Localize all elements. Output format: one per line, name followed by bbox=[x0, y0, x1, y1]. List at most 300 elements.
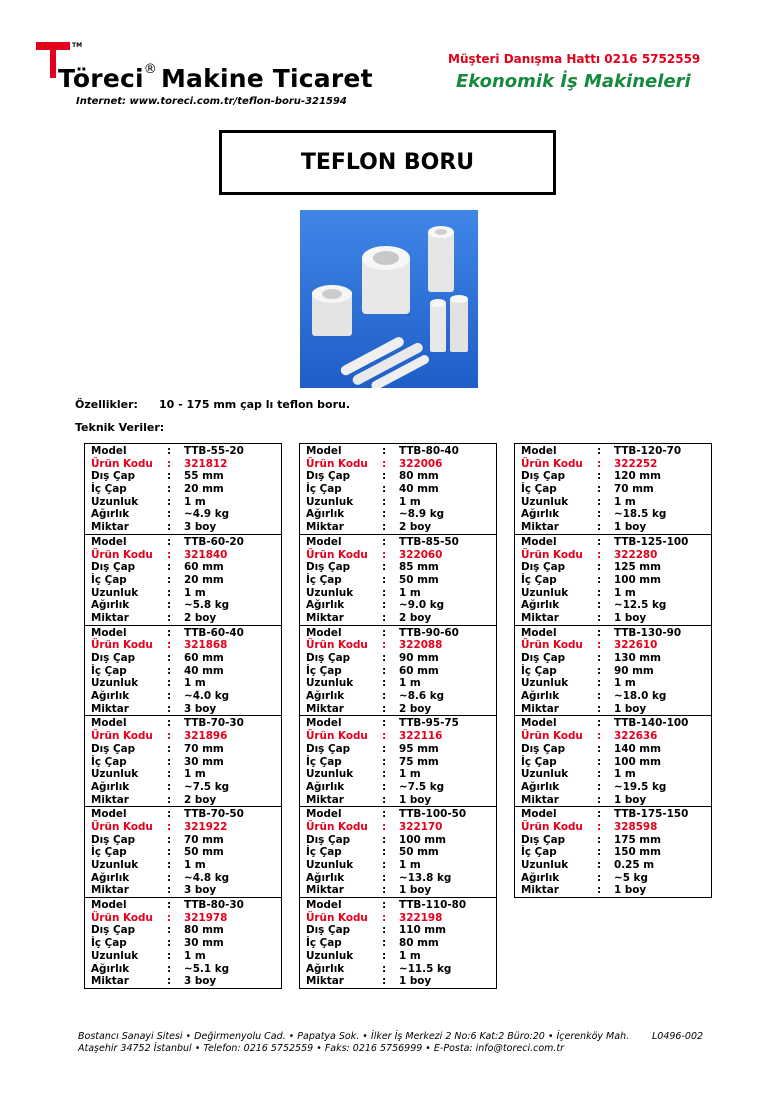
spec-label: Ağırlık bbox=[306, 962, 345, 975]
spec-value: 3 boy bbox=[184, 884, 217, 897]
spec-row-length bbox=[300, 587, 496, 600]
spec-block bbox=[515, 716, 711, 807]
spec-label: Ağırlık bbox=[91, 690, 130, 703]
spec-separator: : bbox=[382, 742, 387, 755]
spec-row-model bbox=[300, 627, 496, 640]
spec-label: Miktar bbox=[521, 793, 559, 806]
spec-row-model bbox=[85, 627, 281, 640]
spec-label: Dış Çap bbox=[91, 652, 136, 664]
spec-separator: : bbox=[167, 457, 172, 470]
spec-value: 321840 bbox=[184, 548, 228, 561]
spec-separator: : bbox=[167, 573, 172, 586]
spec-separator: : bbox=[167, 884, 172, 897]
spec-label: Model bbox=[521, 535, 557, 548]
spec-label: Model bbox=[306, 899, 342, 912]
spec-separator: : bbox=[167, 793, 172, 806]
spec-separator: : bbox=[167, 690, 172, 703]
spec-label: Ağırlık bbox=[91, 599, 130, 612]
spec-value: 70 mm bbox=[184, 742, 224, 755]
spec-row-weight bbox=[515, 599, 711, 612]
spec-block bbox=[300, 626, 496, 717]
spec-separator: : bbox=[167, 702, 172, 715]
spec-label: Model bbox=[521, 445, 557, 457]
spec-value: ~8.6 kg bbox=[399, 690, 445, 703]
spec-label: Uzunluk bbox=[306, 859, 354, 871]
spec-row-qty bbox=[300, 521, 496, 534]
spec-separator: : bbox=[382, 483, 387, 496]
spec-value: 1 m bbox=[184, 586, 206, 599]
spec-label: Dış Çap bbox=[521, 561, 566, 574]
spec-value: ~13.8 kg bbox=[399, 871, 452, 884]
spec-label: Uzunluk bbox=[306, 495, 354, 508]
spec-row-length bbox=[300, 950, 496, 963]
spec-row-code bbox=[515, 458, 711, 471]
spec-block bbox=[300, 807, 496, 898]
spec-value: 95 mm bbox=[399, 742, 439, 755]
spec-separator: : bbox=[167, 780, 172, 793]
spec-row-length bbox=[515, 587, 711, 600]
spec-separator: : bbox=[382, 808, 387, 821]
spec-label: Ağırlık bbox=[91, 780, 130, 793]
spec-row-outer bbox=[85, 834, 281, 847]
spec-value: 60 mm bbox=[184, 652, 224, 664]
spec-separator: : bbox=[167, 495, 172, 508]
spec-separator: : bbox=[597, 780, 602, 793]
features-line bbox=[75, 398, 351, 411]
spec-separator: : bbox=[597, 470, 602, 483]
spec-label: Uzunluk bbox=[306, 677, 354, 690]
spec-block bbox=[85, 807, 281, 898]
page-title: TEFLON BORU bbox=[300, 150, 475, 175]
spec-separator: : bbox=[382, 690, 387, 703]
spec-label: Miktar bbox=[306, 611, 344, 624]
spec-block bbox=[85, 444, 281, 535]
spec-value: ~8.9 kg bbox=[399, 508, 445, 521]
spec-separator: : bbox=[167, 508, 172, 521]
spec-separator: : bbox=[382, 755, 387, 768]
spec-label: Miktar bbox=[306, 975, 344, 988]
spec-label: Model bbox=[91, 445, 127, 457]
spec-label: Ürün Kodu bbox=[91, 457, 153, 470]
spec-row-code bbox=[85, 458, 281, 471]
spec-label: Ürün Kodu bbox=[306, 820, 368, 833]
spec-row-code bbox=[515, 821, 711, 834]
spec-value: 3 boy bbox=[184, 521, 217, 534]
spec-row-qty bbox=[300, 975, 496, 988]
spec-separator: : bbox=[597, 690, 602, 703]
spec-label: İç Çap bbox=[91, 664, 127, 677]
spec-value: 1 m bbox=[184, 949, 206, 962]
spec-separator: : bbox=[167, 871, 172, 884]
spec-value: 1 m bbox=[184, 859, 206, 871]
spec-label: Miktar bbox=[521, 521, 559, 534]
spec-row-model bbox=[515, 808, 711, 821]
features-label: Özellikler: bbox=[75, 398, 138, 411]
spec-label: İç Çap bbox=[521, 483, 557, 496]
spec-row-code bbox=[300, 730, 496, 743]
spec-value: 1 m bbox=[399, 768, 421, 781]
spec-label: Uzunluk bbox=[521, 859, 569, 871]
spec-value: ~7.5 kg bbox=[184, 780, 230, 793]
spec-row-weight bbox=[515, 781, 711, 794]
spec-separator: : bbox=[597, 664, 602, 677]
spec-separator: : bbox=[597, 573, 602, 586]
spec-value: 1 boy bbox=[399, 884, 432, 897]
spec-row-length bbox=[85, 950, 281, 963]
spec-label: Miktar bbox=[91, 611, 129, 624]
spec-label: Miktar bbox=[91, 702, 129, 715]
spec-value: 1 m bbox=[184, 768, 206, 781]
spec-row-outer bbox=[85, 561, 281, 574]
spec-label: Dış Çap bbox=[306, 742, 351, 755]
spec-separator: : bbox=[167, 483, 172, 496]
spec-label: Miktar bbox=[521, 884, 559, 897]
spec-separator: : bbox=[597, 535, 602, 548]
spec-label: İç Çap bbox=[521, 755, 557, 768]
spec-separator: : bbox=[167, 677, 172, 690]
spec-value: ~12.5 kg bbox=[614, 599, 667, 612]
spec-label: Ağırlık bbox=[521, 599, 560, 612]
spec-separator: : bbox=[597, 702, 602, 715]
features-value: 10 - 175 mm çap lı teflon boru. bbox=[159, 398, 351, 411]
spec-row-length bbox=[85, 859, 281, 872]
spec-separator: : bbox=[167, 833, 172, 846]
spec-row-qty bbox=[515, 521, 711, 534]
spec-value: 125 mm bbox=[614, 561, 661, 574]
spec-row-model bbox=[85, 899, 281, 912]
spec-separator: : bbox=[597, 586, 602, 599]
spec-label: İç Çap bbox=[521, 573, 557, 586]
document-id: L0496-002 bbox=[652, 1031, 704, 1042]
spec-value: TTB-95-75 bbox=[399, 717, 459, 730]
spec-value: 321922 bbox=[184, 820, 228, 833]
spec-value: 322610 bbox=[614, 639, 658, 652]
customer-hotline: Müşteri Danışma Hattı 0216 5752559 bbox=[448, 52, 701, 66]
spec-row-length bbox=[85, 677, 281, 690]
spec-value: 80 mm bbox=[399, 470, 439, 483]
spec-label: Ağırlık bbox=[306, 599, 345, 612]
spec-separator: : bbox=[167, 586, 172, 599]
spec-row-weight bbox=[85, 508, 281, 521]
spec-value: 50 mm bbox=[399, 846, 439, 859]
spec-label: İç Çap bbox=[306, 573, 342, 586]
spec-label: Model bbox=[91, 626, 127, 639]
spec-row-model bbox=[300, 899, 496, 912]
spec-row-length bbox=[515, 496, 711, 509]
spec-label: Dış Çap bbox=[306, 470, 351, 483]
spec-separator: : bbox=[382, 521, 387, 534]
spec-row-inner bbox=[515, 574, 711, 587]
spec-row-code bbox=[515, 730, 711, 743]
spec-row-length bbox=[85, 587, 281, 600]
spec-separator: : bbox=[597, 611, 602, 624]
spec-row-code bbox=[300, 639, 496, 652]
spec-label: İç Çap bbox=[91, 846, 127, 859]
spec-value: 1 m bbox=[399, 586, 421, 599]
spec-value: 1 m bbox=[399, 949, 421, 962]
spec-row-code bbox=[85, 549, 281, 562]
spec-row-model bbox=[300, 445, 496, 458]
spec-label: İç Çap bbox=[306, 483, 342, 496]
technical-data-label: Teknik Veriler: bbox=[75, 421, 165, 434]
spec-block bbox=[85, 898, 281, 989]
spec-value: 175 mm bbox=[614, 833, 661, 846]
spec-row-model bbox=[85, 536, 281, 549]
spec-separator: : bbox=[382, 937, 387, 950]
spec-row-outer bbox=[300, 652, 496, 665]
spec-row-weight bbox=[85, 690, 281, 703]
spec-separator: : bbox=[167, 599, 172, 612]
spec-label: Model bbox=[306, 626, 342, 639]
spec-separator: : bbox=[382, 884, 387, 897]
spec-separator: : bbox=[382, 820, 387, 833]
spec-value: 50 mm bbox=[399, 573, 439, 586]
spec-separator: : bbox=[167, 808, 172, 821]
spec-value: 1 boy bbox=[614, 521, 647, 534]
spec-separator: : bbox=[597, 626, 602, 639]
spec-row-length bbox=[85, 768, 281, 781]
spec-row-length bbox=[515, 859, 711, 872]
spec-value: TTB-70-50 bbox=[184, 808, 244, 821]
spec-value: 1 boy bbox=[614, 793, 647, 806]
spec-label: Ürün Kodu bbox=[306, 548, 368, 561]
spec-value: TTB-60-40 bbox=[184, 626, 244, 639]
spec-label: Ağırlık bbox=[521, 780, 560, 793]
spec-value: ~4.8 kg bbox=[184, 871, 230, 884]
spec-separator: : bbox=[382, 664, 387, 677]
spec-separator: : bbox=[167, 911, 172, 924]
spec-value: 3 boy bbox=[184, 702, 217, 715]
spec-row-outer bbox=[300, 561, 496, 574]
spec-separator: : bbox=[597, 846, 602, 859]
spec-label: Dış Çap bbox=[91, 924, 136, 937]
spec-value: ~18.5 kg bbox=[614, 508, 667, 521]
spec-row-length bbox=[515, 677, 711, 690]
spec-value: 321812 bbox=[184, 457, 228, 470]
spec-row-model bbox=[515, 536, 711, 549]
spec-value: 1 boy bbox=[614, 702, 647, 715]
spec-label: Miktar bbox=[521, 611, 559, 624]
spec-label: Ağırlık bbox=[521, 690, 560, 703]
spec-separator: : bbox=[167, 742, 172, 755]
teflon-tubes-photo bbox=[300, 210, 478, 388]
spec-value: 322116 bbox=[399, 730, 443, 743]
spec-label: Model bbox=[521, 626, 557, 639]
slogan: Ekonomik İş Makineleri bbox=[456, 71, 691, 92]
spec-value: ~11.5 kg bbox=[399, 962, 452, 975]
spec-value: 90 mm bbox=[399, 652, 439, 664]
spec-label: İç Çap bbox=[306, 937, 342, 950]
footer-address-line-1: Bostancı Sanayi Sitesi • Değirmenyolu Cad. • Papatya Sok. • İlker İş Merkezi 2 No:6 Kat:2 Büro:20 • İçerenköy Mah. bbox=[78, 1031, 630, 1042]
spec-row-qty bbox=[515, 884, 711, 897]
spec-row-inner bbox=[85, 846, 281, 859]
spec-separator: : bbox=[382, 535, 387, 548]
spec-separator: : bbox=[597, 508, 602, 521]
spec-value: 150 mm bbox=[614, 846, 661, 859]
spec-block bbox=[85, 716, 281, 807]
spec-separator: : bbox=[382, 793, 387, 806]
spec-label: Miktar bbox=[306, 793, 344, 806]
spec-label: Model bbox=[91, 717, 127, 730]
spec-row-weight bbox=[85, 872, 281, 885]
spec-label: Uzunluk bbox=[521, 677, 569, 690]
spec-label: Uzunluk bbox=[91, 768, 139, 781]
spec-label: Dış Çap bbox=[521, 652, 566, 664]
spec-row-inner bbox=[85, 756, 281, 769]
spec-value: TTB-85-50 bbox=[399, 535, 459, 548]
spec-value: TTB-70-30 bbox=[184, 717, 244, 730]
spec-label: Miktar bbox=[91, 793, 129, 806]
internet-link[interactable]: Internet: www.toreci.com.tr/teflon-boru-321594 bbox=[76, 96, 347, 107]
spec-row-weight bbox=[300, 781, 496, 794]
spec-separator: : bbox=[382, 975, 387, 988]
spec-separator: : bbox=[167, 445, 172, 457]
spec-value: 80 mm bbox=[399, 937, 439, 950]
spec-value: 75 mm bbox=[399, 755, 439, 768]
spec-row-weight bbox=[300, 599, 496, 612]
spec-separator: : bbox=[597, 599, 602, 612]
spec-value: ~4.0 kg bbox=[184, 690, 230, 703]
spec-block bbox=[515, 444, 711, 535]
trademark-mark: TM bbox=[72, 42, 83, 49]
spec-row-weight bbox=[515, 872, 711, 885]
spec-value: 322198 bbox=[399, 911, 443, 924]
spec-value: 2 boy bbox=[184, 793, 217, 806]
spec-value: 1 boy bbox=[399, 975, 432, 988]
spec-separator: : bbox=[597, 521, 602, 534]
footer-address-line-2: Ataşehir 34752 İstanbul • Telefon: 0216 5752559 • Faks: 0216 5756999 • E-Posta: info@toreci.com.tr bbox=[78, 1043, 565, 1054]
spec-label: Uzunluk bbox=[306, 949, 354, 962]
spec-row-weight bbox=[515, 508, 711, 521]
spec-value: 20 mm bbox=[184, 573, 224, 586]
spec-separator: : bbox=[167, 652, 172, 664]
spec-label: Uzunluk bbox=[306, 768, 354, 781]
spec-label: İç Çap bbox=[306, 664, 342, 677]
spec-value: 322006 bbox=[399, 457, 443, 470]
spec-label: Miktar bbox=[521, 702, 559, 715]
spec-value: 1 boy bbox=[399, 793, 432, 806]
spec-label: Ürün Kodu bbox=[91, 820, 153, 833]
spec-label: Ağırlık bbox=[306, 690, 345, 703]
spec-label: Ürün Kodu bbox=[521, 548, 583, 561]
spec-label: Ağırlık bbox=[521, 871, 560, 884]
spec-label: Model bbox=[306, 445, 342, 457]
spec-row-length bbox=[300, 768, 496, 781]
spec-value: 1 m bbox=[399, 677, 421, 690]
spec-value: 1 m bbox=[184, 495, 206, 508]
spec-row-weight bbox=[300, 872, 496, 885]
spec-label: İç Çap bbox=[306, 755, 342, 768]
spec-separator: : bbox=[382, 702, 387, 715]
spec-row-inner bbox=[85, 665, 281, 678]
spec-row-outer bbox=[85, 924, 281, 937]
spec-row-outer bbox=[300, 470, 496, 483]
spec-value: 2 boy bbox=[184, 611, 217, 624]
spec-label: Uzunluk bbox=[91, 859, 139, 871]
spec-value: 322088 bbox=[399, 639, 443, 652]
spec-value: TTB-125-100 bbox=[614, 535, 689, 548]
spec-label: Dış Çap bbox=[306, 652, 351, 664]
spec-value: 85 mm bbox=[399, 561, 439, 574]
spec-separator: : bbox=[167, 717, 172, 730]
spec-value: 1 m bbox=[399, 495, 421, 508]
spec-separator: : bbox=[597, 652, 602, 664]
spec-label: Uzunluk bbox=[91, 949, 139, 962]
spec-row-qty bbox=[85, 794, 281, 807]
spec-label: Ürün Kodu bbox=[91, 730, 153, 743]
spec-separator: : bbox=[382, 949, 387, 962]
spec-separator: : bbox=[167, 664, 172, 677]
spec-label: İç Çap bbox=[91, 573, 127, 586]
spec-label: Ürün Kodu bbox=[91, 548, 153, 561]
spec-value: 55 mm bbox=[184, 470, 224, 483]
spec-label: İç Çap bbox=[91, 755, 127, 768]
spec-value: TTB-175-150 bbox=[614, 808, 689, 821]
spec-row-model bbox=[515, 717, 711, 730]
spec-label: Miktar bbox=[306, 702, 344, 715]
spec-value: 321978 bbox=[184, 911, 228, 924]
spec-label: Miktar bbox=[306, 521, 344, 534]
spec-separator: : bbox=[382, 586, 387, 599]
spec-row-outer bbox=[515, 834, 711, 847]
spec-separator: : bbox=[167, 611, 172, 624]
spec-separator: : bbox=[382, 677, 387, 690]
spec-row-qty bbox=[300, 703, 496, 716]
spec-row-outer bbox=[300, 743, 496, 756]
spec-separator: : bbox=[382, 470, 387, 483]
spec-separator: : bbox=[382, 899, 387, 912]
spec-label: Ürün Kodu bbox=[521, 639, 583, 652]
spec-row-outer bbox=[515, 470, 711, 483]
spec-separator: : bbox=[382, 457, 387, 470]
spec-label: Ürün Kodu bbox=[306, 911, 368, 924]
spec-value: 20 mm bbox=[184, 483, 224, 496]
spec-row-outer bbox=[300, 924, 496, 937]
spec-row-model bbox=[515, 445, 711, 458]
spec-label: Model bbox=[91, 808, 127, 821]
spec-row-inner bbox=[300, 574, 496, 587]
spec-row-weight bbox=[300, 963, 496, 976]
spec-separator: : bbox=[167, 846, 172, 859]
spec-row-code bbox=[85, 912, 281, 925]
spec-value: ~19.5 kg bbox=[614, 780, 667, 793]
spec-row-length bbox=[300, 677, 496, 690]
spec-value: ~5.1 kg bbox=[184, 962, 230, 975]
spec-value: 322636 bbox=[614, 730, 658, 743]
spec-row-qty bbox=[85, 703, 281, 716]
spec-row-weight bbox=[300, 508, 496, 521]
spec-label: Miktar bbox=[91, 521, 129, 534]
spec-row-outer bbox=[85, 652, 281, 665]
spec-value: 328598 bbox=[614, 820, 658, 833]
spec-label: Uzunluk bbox=[91, 495, 139, 508]
spec-label: Ağırlık bbox=[91, 508, 130, 521]
spec-separator: : bbox=[167, 535, 172, 548]
spec-separator: : bbox=[597, 717, 602, 730]
spec-separator: : bbox=[382, 639, 387, 652]
spec-label: Model bbox=[306, 717, 342, 730]
spec-row-outer bbox=[515, 561, 711, 574]
spec-row-model bbox=[300, 808, 496, 821]
spec-label: İç Çap bbox=[306, 846, 342, 859]
spec-label: Uzunluk bbox=[521, 586, 569, 599]
spec-separator: : bbox=[382, 871, 387, 884]
spec-label: Ürün Kodu bbox=[91, 639, 153, 652]
spec-row-inner bbox=[300, 665, 496, 678]
spec-separator: : bbox=[382, 924, 387, 937]
spec-value: 80 mm bbox=[184, 924, 224, 937]
spec-label: Dış Çap bbox=[91, 742, 136, 755]
